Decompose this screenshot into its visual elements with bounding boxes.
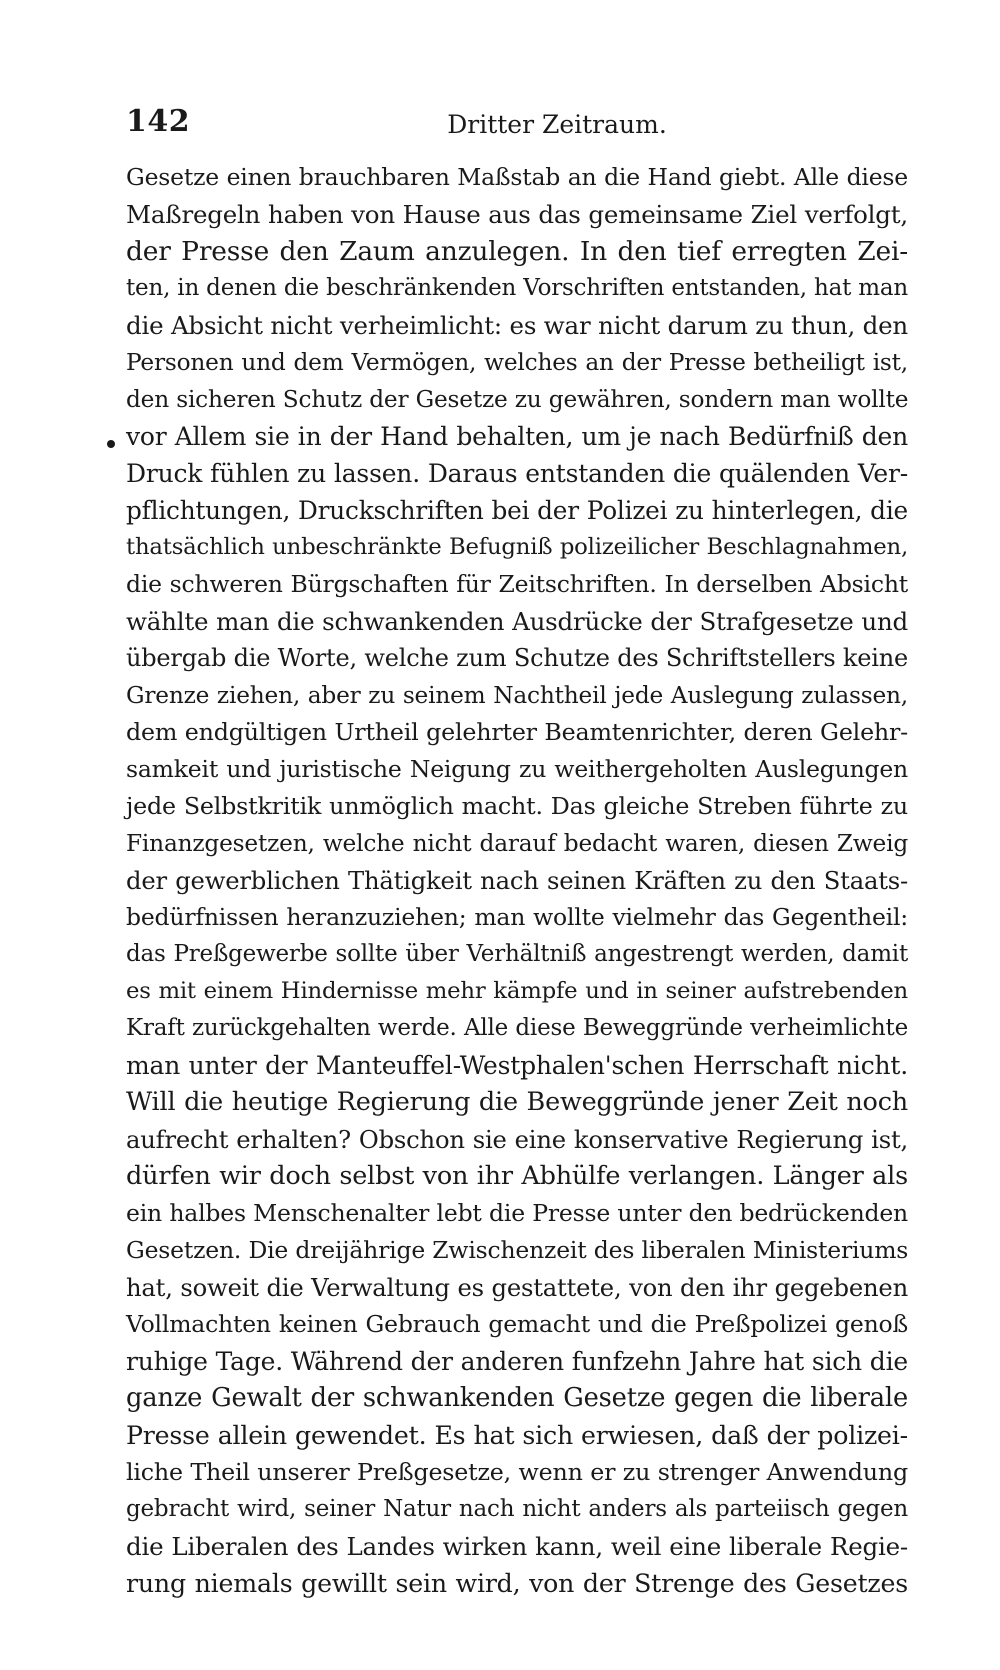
text-line: Will die heutige Regierung die Beweggründe jener Zeit noch (126, 1087, 908, 1117)
text-line: übergab die Worte, welche zum Schutze des Schriftstellers keine (126, 644, 908, 672)
text-line: Personen und dem Vermögen, welches an der Presse betheiligt ist, (126, 349, 908, 376)
text-line: Finanzgesetzen, welche nicht darauf bedacht waren, diesen Zweig (126, 830, 908, 857)
text-line: der gewerblichen Thätigkeit nach seinen Kräften zu den Staats- (126, 866, 908, 895)
text-line: gebracht wird, seiner Natur nach nicht anders als parteiisch gegen (126, 1496, 908, 1522)
text-line: Druck fühlen zu lassen. Daraus entstanden die quälenden Ver- (126, 459, 908, 488)
text-line: das Preßgewerbe sollte über Verhältniß angestrengt werden, damit (126, 941, 908, 967)
text-line: den sicheren Schutz der Gesetze zu gewähren, sondern man wollte (126, 386, 909, 413)
text-line: es mit einem Hindernisse mehr kämpfe und in seiner aufstrebenden (126, 978, 908, 1004)
text-line: Presse allein gewendet. Es hat sich erwiesen, daß der polizei- (126, 1421, 908, 1450)
text-line: Gesetzen. Die dreijährige Zwischenzeit des liberalen Ministeriums (126, 1236, 909, 1264)
text-line: die schweren Bürgschaften für Zeitschriften. In derselben Absicht (126, 570, 908, 598)
text-line: ruhige Tage. Während der anderen funfzehn Jahre hat sich die (126, 1347, 908, 1376)
text-line: Vollmachten keinen Gebrauch gemacht und die Preßpolizei genoß (126, 1310, 908, 1338)
text-line: hat, soweit die Verwaltung es gestattete, von den ihr gegebenen (126, 1273, 908, 1302)
body-text (126, 159, 908, 1602)
text-line: thatsächlich unbeschränkte Befugniß polizeilicher Beschlagnahmen, (126, 534, 908, 560)
text-line: jede Selbstkritik unmöglich macht. Das gleiche Streben führte zu (126, 792, 908, 820)
text-line: liche Theil unserer Preßgesetze, wenn er zu strenger Anwendung (126, 1458, 908, 1486)
text-line: rung niemals gewillt sein wird, von der Strenge des Gesetzes (126, 1569, 908, 1598)
text-line: dem endgültigen Urtheil gelehrter Beamtenrichter, deren Gelehr- (126, 718, 908, 746)
text-line: der Presse den Zaum anzulegen. In den tief erregten Zei- (126, 236, 908, 267)
text-line: ein halbes Menschenalter lebt die Presse unter den bedrückenden (126, 1199, 908, 1227)
text-line: Gesetze einen brauchbaren Maßstab an die Hand giebt. Alle diese (126, 163, 908, 191)
text-line: samkeit und juristische Neigung zu weithergeholten Auslegungen (126, 755, 908, 783)
text-line: die Liberalen des Landes wirken kann, weil eine liberale Regie- (126, 1532, 908, 1561)
running-head: Dritter Zeitraum. (447, 110, 667, 139)
text-line: aufrecht erhalten? Obschon sie eine konservative Regierung ist, (126, 1125, 908, 1154)
text-line: vor Allem sie in der Hand behalten, um je nach Bedürfniß den (126, 422, 908, 451)
text-line: ten, in denen die beschränkenden Vorschriften entstanden, hat man (126, 275, 908, 301)
text-line: pflichtungen, Druckschriften bei der Polizei zu hinterlegen, die (126, 496, 908, 525)
text-line: dürfen wir doch selbst von ihr Abhülfe verlangen. Länger als (126, 1161, 908, 1191)
text-line: Kraft zurückgehalten werde. Alle diese Beweggründe verheimlichte (126, 1015, 908, 1041)
text-line: wählte man die schwankenden Ausdrücke der Strafgesetze und (126, 607, 908, 636)
text-line: Grenze ziehen, aber zu seinem Nachtheil jede Auslegung zulassen, (126, 682, 908, 709)
page-header (126, 104, 908, 144)
margin-mark (107, 440, 115, 448)
text-line: Maßregeln haben von Hause aus das gemeinsame Ziel verfolgt, (126, 200, 908, 229)
text-line: ganze Gewalt der schwankenden Gesetze gegen die liberale (126, 1383, 908, 1413)
text-line: bedürfnissen heranzuziehen; man wollte vielmehr das Gegentheil: (126, 903, 908, 931)
page-number: 142 (126, 104, 191, 139)
text-line: man unter der Manteuffel-Westphalen'schen Herrschaft nicht. (126, 1051, 908, 1080)
text-line: die Absicht nicht verheimlicht: es war nicht darum zu thun, den (126, 311, 909, 340)
